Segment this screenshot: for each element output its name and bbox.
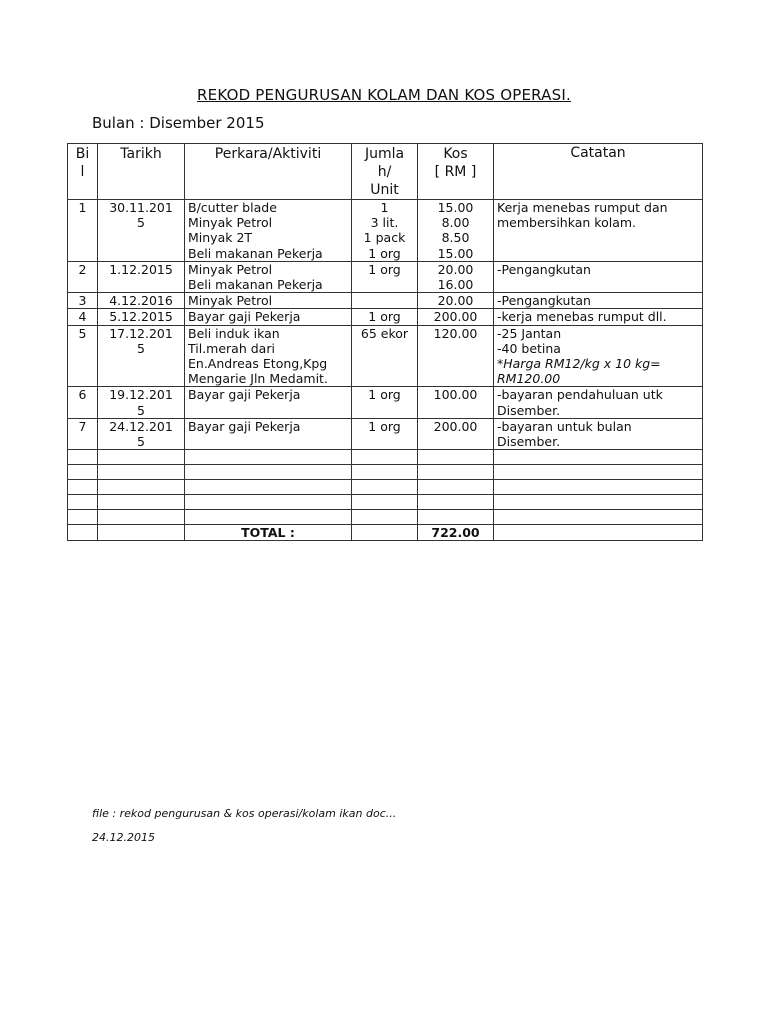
cell-kos: 20.00 16.00 <box>418 261 494 292</box>
empty-cell <box>494 495 703 510</box>
cell-tarikh: 5.12.2015 <box>98 309 185 325</box>
total-empty-3 <box>352 525 418 541</box>
cell-catatan: Kerja menebas rumput dan membersihkan kolam. <box>494 200 703 262</box>
cell-jumlah: 1 3 lit. 1 pack 1 org <box>352 200 418 262</box>
cell-perkara: B/cutter blade Minyak Petrol Minyak 2T Beli makanan Pekerja <box>185 200 352 262</box>
cell-perkara: Minyak Petrol <box>185 293 352 309</box>
empty-cell <box>185 465 352 480</box>
footer-filename: file : rekod pengurusan & kos operasi/kolam ikan doc... <box>92 807 397 820</box>
cell-bil: 3 <box>68 293 98 309</box>
cell-bil: 6 <box>68 387 98 418</box>
empty-cell <box>494 510 703 525</box>
empty-row <box>68 465 703 480</box>
cell-kos: 15.00 8.00 8.50 15.00 <box>418 200 494 262</box>
empty-cell <box>494 480 703 495</box>
empty-cell <box>418 465 494 480</box>
cell-jumlah: 1 org <box>352 418 418 449</box>
empty-cell <box>98 450 185 465</box>
document-title: REKOD PENGURUSAN KOLAM DAN KOS OPERASI. <box>197 86 571 104</box>
empty-cell <box>352 495 418 510</box>
empty-cell <box>185 480 352 495</box>
empty-row <box>68 450 703 465</box>
cell-perkara: Beli induk ikan Til.merah dari En.Andreas Etong,Kpg Mengarie Jln Medamit. <box>185 325 352 387</box>
footer-date: 24.12.2015 <box>92 831 155 844</box>
empty-cell <box>68 465 98 480</box>
header-catatan: Catatan <box>494 144 703 200</box>
cell-catatan: -Pengangkutan <box>494 261 703 292</box>
empty-cell <box>185 510 352 525</box>
cell-kos: 120.00 <box>418 325 494 387</box>
record-table <box>67 143 703 541</box>
cell-tarikh: 4.12.2016 <box>98 293 185 309</box>
cell-bil: 2 <box>68 261 98 292</box>
cell-bil: 7 <box>68 418 98 449</box>
cell-catatan: -Pengangkutan <box>494 293 703 309</box>
cell-catatan: -25 Jantan -40 betina *Harga RM12/kg x 10 kg= RM120.00 <box>494 325 703 387</box>
table-row <box>68 200 703 262</box>
cell-catatan: -bayaran pendahuluan utk Disember. <box>494 387 703 418</box>
table-row <box>68 418 703 449</box>
cell-tarikh: 30.11.201 5 <box>98 200 185 262</box>
empty-cell <box>494 465 703 480</box>
cell-perkara: Bayar gaji Pekerja <box>185 309 352 325</box>
cell-kos: 100.00 <box>418 387 494 418</box>
empty-cell <box>68 450 98 465</box>
header-bil: Bi l <box>68 144 98 200</box>
total-row <box>68 525 703 541</box>
empty-cell <box>68 495 98 510</box>
cell-bil: 1 <box>68 200 98 262</box>
total-empty-1 <box>68 525 98 541</box>
empty-cell <box>98 510 185 525</box>
table-row <box>68 309 703 325</box>
header-tarikh: Tarikh <box>98 144 185 200</box>
cell-perkara: Minyak Petrol Beli makanan Pekerja <box>185 261 352 292</box>
cell-jumlah: 65 ekor <box>352 325 418 387</box>
cell-jumlah: 1 org <box>352 387 418 418</box>
table-header-row <box>68 144 703 200</box>
table-row <box>68 293 703 309</box>
empty-cell <box>185 450 352 465</box>
empty-cell <box>418 450 494 465</box>
header-perkara: Perkara/Aktiviti <box>185 144 352 200</box>
cell-jumlah <box>352 293 418 309</box>
empty-cell <box>352 450 418 465</box>
cell-catatan: -bayaran untuk bulan Disember. <box>494 418 703 449</box>
empty-cell <box>185 495 352 510</box>
empty-cell <box>352 480 418 495</box>
header-jumlah: Jumla h/ Unit <box>352 144 418 200</box>
empty-cell <box>352 465 418 480</box>
empty-cell <box>352 510 418 525</box>
empty-cell <box>98 465 185 480</box>
cell-bil: 5 <box>68 325 98 387</box>
cell-tarikh: 17.12.201 5 <box>98 325 185 387</box>
cell-jumlah: 1 org <box>352 261 418 292</box>
cell-tarikh: 1.12.2015 <box>98 261 185 292</box>
empty-row <box>68 510 703 525</box>
cell-bil: 4 <box>68 309 98 325</box>
empty-cell <box>68 480 98 495</box>
empty-row <box>68 495 703 510</box>
month-line: Bulan : Disember 2015 <box>92 114 265 132</box>
table-row <box>68 325 703 387</box>
empty-cell <box>98 480 185 495</box>
cell-kos: 200.00 <box>418 418 494 449</box>
total-empty-2 <box>98 525 185 541</box>
empty-cell <box>418 510 494 525</box>
cell-catatan: -kerja menebas rumput dll. <box>494 309 703 325</box>
cell-kos: 200.00 <box>418 309 494 325</box>
empty-cell <box>68 510 98 525</box>
cell-tarikh: 19.12.201 5 <box>98 387 185 418</box>
header-kos: Kos [ RM ] <box>418 144 494 200</box>
total-value: 722.00 <box>418 525 494 541</box>
total-empty-4 <box>494 525 703 541</box>
empty-row <box>68 480 703 495</box>
table-row <box>68 387 703 418</box>
table-row <box>68 261 703 292</box>
cell-jumlah: 1 org <box>352 309 418 325</box>
empty-cell <box>418 480 494 495</box>
empty-cell <box>494 450 703 465</box>
empty-cell <box>98 495 185 510</box>
cell-perkara: Bayar gaji Pekerja <box>185 418 352 449</box>
cell-kos: 20.00 <box>418 293 494 309</box>
total-label: TOTAL : <box>185 525 352 541</box>
empty-cell <box>418 495 494 510</box>
cell-tarikh: 24.12.201 5 <box>98 418 185 449</box>
cell-perkara: Bayar gaji Pekerja <box>185 387 352 418</box>
